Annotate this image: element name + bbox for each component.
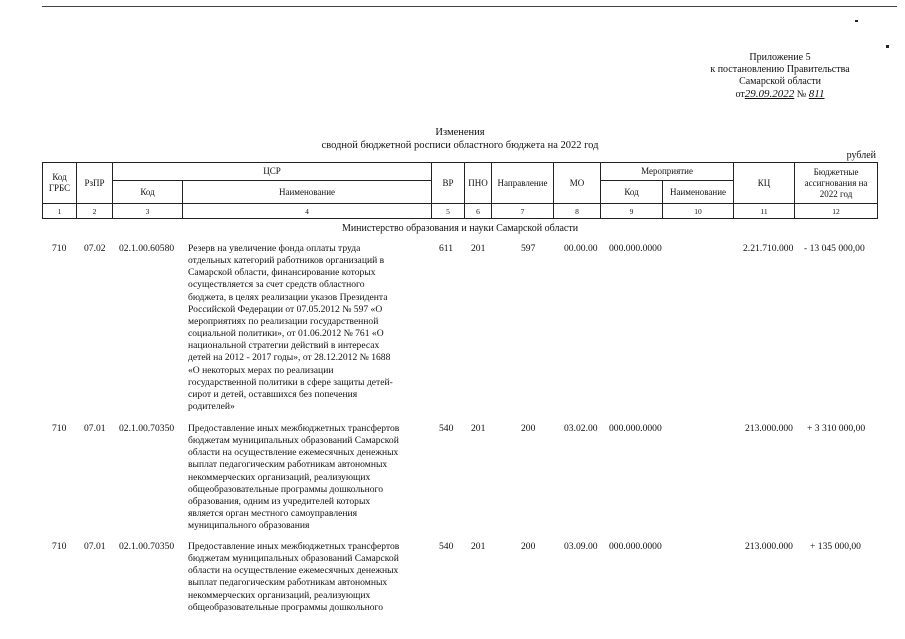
column-number: 9 <box>601 204 663 219</box>
name-line: осуществляется за счет средств областного <box>188 279 365 291</box>
appendix-line3: Самарской области <box>739 76 821 87</box>
name-line: муниципального образования <box>188 520 310 532</box>
cell-kc: 213.000.000 <box>745 423 793 434</box>
cell-rzpr: 07.01 <box>84 541 106 552</box>
name-line: Российской Федерации от 07.05.2012 № 597 «О <box>188 303 383 315</box>
header-napravlenie: Направление <box>492 163 554 204</box>
cell-napravlenie: 200 <box>521 423 536 434</box>
appendix-line1: Приложение 5 <box>749 52 811 63</box>
units-label: рублей <box>846 150 876 161</box>
column-number: 7 <box>492 204 554 219</box>
name-line: является орган местного самоуправления <box>188 508 358 520</box>
scan-speck <box>886 45 889 48</box>
name-line: общеобразовательные программы дошкольного <box>188 483 384 495</box>
cell-mo: 00.00.00 <box>564 243 598 254</box>
name-line: некоммерческих организаций, реализующих <box>188 471 371 483</box>
cell-name <box>188 541 434 614</box>
cell-mo: 03.09.00 <box>564 541 598 552</box>
title-line1: Изменения <box>435 127 485 138</box>
cell-vr: 540 <box>439 423 454 434</box>
date-value: 29.09.2022 <box>744 88 795 100</box>
name-line: некоммерческих организаций, реализующих <box>188 589 371 601</box>
name-line: области на осуществление ежемесячных денежных <box>188 565 399 577</box>
cell-name <box>188 423 434 532</box>
header-mer-kod: Код <box>601 181 663 204</box>
name-line: области на осуществление ежемесячных денежных <box>188 447 399 459</box>
cell-csr: 02.1.00.60580 <box>119 243 175 254</box>
column-number: 10 <box>663 204 734 219</box>
name-line: выплат педагогическим работникам автономных <box>188 577 388 589</box>
header-rzpr: РзПР <box>77 163 113 204</box>
name-line: национальной стратегии действий в интересах <box>188 340 380 352</box>
name-line: детей на 2012 - 2017 годы», от 28.12.2012 № 1688 <box>188 352 391 364</box>
cell-kc: 213.000.000 <box>745 541 793 552</box>
name-line: родителей» <box>188 401 235 413</box>
name-line: мероприятиях по реализации государственной <box>188 315 379 327</box>
section-title: Министерство образования и науки Самарской области <box>341 223 579 234</box>
column-number: 11 <box>734 204 795 219</box>
number-prefix: № <box>796 89 807 100</box>
cell-kc: 2.21.710.000 <box>743 243 794 254</box>
header-csr-name: Наименование <box>183 181 432 204</box>
column-number: 8 <box>554 204 601 219</box>
cell-mer-kod: 000.000.0000 <box>609 423 662 434</box>
document-title <box>305 126 615 152</box>
cell-vr: 540 <box>439 541 454 552</box>
cell-amount: - 13 045 000,00 <box>804 243 865 254</box>
name-line: бюджетам муниципальных образований Самарской <box>188 435 399 447</box>
cell-mo: 03.02.00 <box>564 423 598 434</box>
name-line: государственной политики в сфере защиты детей- <box>188 376 393 388</box>
cell-grbs: 710 <box>52 243 67 254</box>
column-number: 5 <box>432 204 465 219</box>
appendix-line2: к постановлению Правительства <box>710 64 850 75</box>
name-line: образования, одним из учредителей которых <box>188 495 371 507</box>
header-mo: МО <box>554 163 601 204</box>
column-number: 1 <box>43 204 77 219</box>
cell-rzpr: 07.01 <box>84 423 106 434</box>
header-csr: ЦСР <box>113 163 432 181</box>
appendix-date-line <box>690 88 870 101</box>
name-line: Резерв на увеличение фонда оплаты труда <box>188 243 361 254</box>
cell-csr: 02.1.00.70350 <box>119 423 175 434</box>
header-budget: Бюджетные ассигнования на 2022 год <box>795 163 878 204</box>
cell-name <box>188 243 434 413</box>
cell-pno: 201 <box>471 541 486 552</box>
column-number: 4 <box>183 204 432 219</box>
name-line: выплат педагогическим работникам автономных <box>188 459 388 471</box>
cell-pno: 201 <box>471 243 486 254</box>
header-csr-kod: Код <box>113 181 183 204</box>
cell-amount: + 135 000,00 <box>810 541 861 552</box>
header-table <box>42 162 878 219</box>
name-line: отдельных категорий работников организаций в <box>188 255 385 267</box>
scan-speck <box>855 20 858 22</box>
cell-mer-kod: 000.000.0000 <box>609 243 662 254</box>
cell-grbs: 710 <box>52 541 67 552</box>
header-pno: ПНО <box>465 163 492 204</box>
scan-top-border <box>42 6 897 7</box>
column-number: 6 <box>465 204 492 219</box>
cell-csr: 02.1.00.70350 <box>119 541 175 552</box>
name-line: сирот и детей, оставшихся без попечения <box>188 388 358 400</box>
cell-amount: + 3 310 000,00 <box>807 423 866 434</box>
header-kod-grbs: Код ГРБС <box>43 163 77 204</box>
header-mer-name: Наименование <box>663 181 734 204</box>
name-line: общеобразовательные программы дошкольного <box>188 601 384 613</box>
column-number: 2 <box>77 204 113 219</box>
name-line: «О некоторых мерах по реализации <box>188 364 334 376</box>
header-kc: КЦ <box>734 163 795 204</box>
name-line: бюджетам муниципальных образований Самарской <box>188 553 399 565</box>
cell-pno: 201 <box>471 423 486 434</box>
title-line2: сводной бюджетной росписи областного бюджета на 2022 год <box>321 140 599 151</box>
name-line: социальной политики», от 01.06.2012 № 761 «О <box>188 328 384 340</box>
name-line: бюджета, в целях реализации указов Президента <box>188 291 388 303</box>
number-value: 811 <box>808 88 825 100</box>
cell-mer-kod: 000.000.0000 <box>609 541 662 552</box>
column-number: 3 <box>113 204 183 219</box>
appendix-block <box>690 52 870 101</box>
header-meropriyatie: Мероприятие <box>601 163 734 181</box>
name-line: Предоставление иных межбюджетных трансфертов <box>188 541 400 552</box>
date-prefix: от <box>735 89 745 100</box>
header-vr: ВР <box>432 163 465 204</box>
cell-napravlenie: 200 <box>521 541 536 552</box>
cell-napravlenie: 597 <box>521 243 536 254</box>
cell-vr: 611 <box>439 243 454 254</box>
name-line: Предоставление иных межбюджетных трансфертов <box>188 423 400 434</box>
cell-rzpr: 07.02 <box>84 243 106 254</box>
name-line: Самарской области, финансирование которых <box>188 267 376 279</box>
column-number: 12 <box>795 204 878 219</box>
cell-grbs: 710 <box>52 423 67 434</box>
